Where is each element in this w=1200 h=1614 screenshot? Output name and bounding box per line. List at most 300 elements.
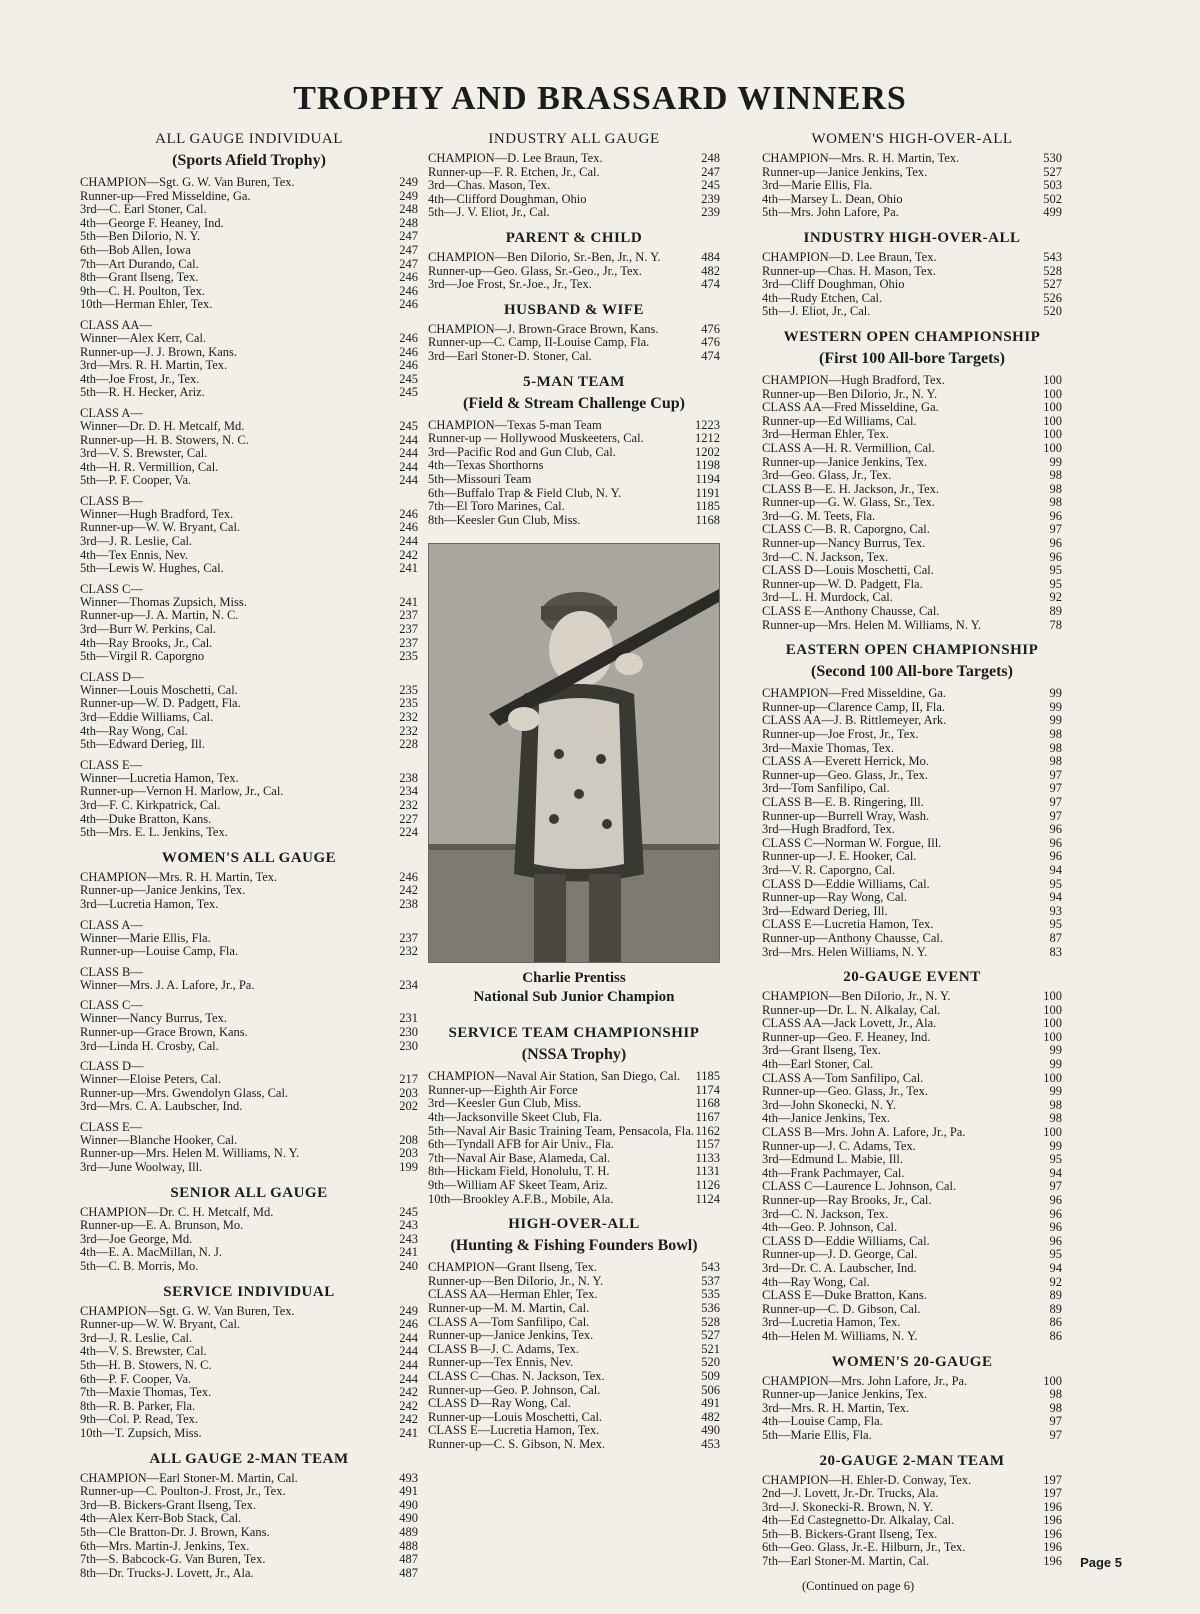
result-name: Runner-up—Anthony Chausse, Cal.	[762, 931, 943, 945]
result-name: Runner-up—Dr. L. N. Alkalay, Cal.	[762, 1003, 941, 1017]
result-score: 490	[399, 1497, 418, 1512]
result-score: 94	[1049, 1260, 1062, 1275]
result-row	[762, 1085, 1062, 1099]
result-row	[762, 388, 1062, 402]
result-name: CHAMPION—Mrs. R. H. Martin, Tex.	[762, 152, 960, 165]
result-name: 5th—Mrs. John Lafore, Pa.	[762, 206, 899, 220]
result-row	[80, 244, 418, 258]
result-row	[80, 562, 418, 576]
result-score: 520	[1043, 304, 1062, 319]
result-score: 99	[1049, 1043, 1062, 1058]
result-name: 6th—Buffalo Trap & Field Club, N. Y.	[428, 486, 622, 500]
results-group	[80, 318, 418, 400]
result-score: 241	[399, 561, 418, 576]
result-name: 3rd—June Woolway, Ill.	[80, 1161, 203, 1175]
result-name: CLASS A—H. R. Vermillion, Cal.	[762, 441, 935, 455]
result-row	[80, 521, 418, 535]
result-score: 536	[701, 1301, 720, 1315]
result-row	[80, 203, 418, 217]
result-row	[428, 166, 720, 180]
result-row	[762, 769, 1062, 783]
result-name: Runner-up—J. D. George, Cal.	[762, 1248, 918, 1262]
result-name: 6th—P. F. Cooper, Va.	[80, 1372, 192, 1386]
result-score: 246	[399, 330, 418, 345]
result-row	[762, 1180, 1062, 1194]
result-score: 227	[399, 811, 418, 826]
result-name: 4th—Marsey L. Dean, Ohio	[762, 192, 903, 206]
result-row	[80, 1540, 418, 1554]
result-score: 528	[1043, 263, 1062, 278]
result-name: 3rd—Mrs. Helen Williams, N. Y.	[762, 945, 928, 959]
result-name: Winner—Mrs. J. A. Lafore, Jr., Pa.	[80, 978, 255, 992]
result-score: 241	[399, 1245, 418, 1260]
result-score: 244	[399, 459, 418, 474]
result-row	[80, 772, 418, 786]
result-name: Runner-up—Burrell Wray, Wash.	[762, 809, 930, 823]
result-row	[762, 946, 1062, 960]
result-row	[80, 1206, 418, 1220]
result-score: 197	[1043, 1486, 1062, 1501]
result-name: 10th—Brookley A.F.B., Mobile, Ala.	[428, 1192, 614, 1206]
result-score: 1185	[695, 499, 720, 514]
result-name: Runner-up—Mrs. Helen M. Williams, N. Y.	[762, 618, 982, 632]
result-score: 246	[399, 1317, 418, 1332]
result-name: 5th—H. B. Stowers, N. C.	[80, 1359, 212, 1372]
result-name: Runner-up—Joe Frost, Jr., Tex.	[762, 728, 919, 741]
result-score: 94	[1049, 890, 1062, 905]
class-label: CLASS B—	[80, 493, 143, 508]
result-score: 245	[399, 385, 418, 400]
result-row	[428, 1179, 720, 1193]
result-score: 249	[399, 1303, 418, 1318]
result-score: 100	[1043, 427, 1062, 442]
result-row	[762, 1276, 1062, 1290]
section-subtitle: (Field & Stream Challenge Cup)	[463, 394, 685, 412]
result-score: 1194	[695, 471, 720, 486]
result-row	[80, 785, 418, 799]
result-score: 241	[399, 594, 418, 609]
result-score: 245	[399, 1204, 418, 1219]
result-name: 3rd—Edmund L. Mabie, Ill.	[762, 1153, 903, 1167]
result-score: 1168	[695, 512, 720, 527]
result-row	[80, 298, 418, 312]
result-row	[80, 285, 418, 299]
result-row	[762, 591, 1062, 605]
result-row	[80, 725, 418, 739]
result-score: 243	[399, 1218, 418, 1233]
result-row	[80, 1087, 418, 1101]
result-score: 98	[1049, 481, 1062, 496]
class-label: CLASS E—	[80, 1119, 143, 1134]
results-group	[762, 687, 1062, 959]
results-section	[428, 1216, 720, 1451]
result-name: CLASS B—E. B. Ringering, Ill.	[762, 795, 924, 809]
result-name: Winner—Hugh Bradford, Tex.	[80, 507, 234, 521]
result-row	[762, 990, 1062, 1004]
result-score: 97	[1049, 1427, 1062, 1442]
result-name: 5th—Virgil R. Caporgno	[80, 650, 205, 664]
result-row	[80, 373, 418, 387]
result-row	[80, 420, 418, 434]
result-row	[762, 1235, 1062, 1249]
result-score: 242	[399, 1398, 418, 1413]
result-name: Runner-up—Eighth Air Force	[428, 1083, 578, 1097]
result-score: 244	[399, 473, 418, 488]
result-row	[762, 1262, 1062, 1276]
results-section	[428, 374, 720, 528]
result-score: 97	[1049, 767, 1062, 782]
result-name: Winner—Louis Moschetti, Cal.	[80, 683, 238, 697]
result-score: 241	[399, 1425, 418, 1440]
result-name: CHAMPION—Sgt. G. W. Van Buren, Tex.	[80, 1304, 295, 1318]
result-row	[428, 152, 720, 166]
result-name: CLASS E—Lucretia Hamon, Tex.	[762, 918, 934, 932]
section-title: PARENT & CHILD	[505, 229, 643, 246]
result-row	[762, 810, 1062, 824]
result-name: 4th—Jacksonville Skeet Club, Fla.	[428, 1111, 602, 1125]
result-score: 535	[701, 1287, 720, 1302]
result-row	[428, 179, 720, 193]
result-name: CHAMPION—Ben DiIorio, Sr.-Ben, Jr., N. Y.	[428, 250, 661, 264]
result-score: 490	[701, 1423, 720, 1438]
result-name: CLASS E—Duke Bratton, Kans.	[762, 1289, 927, 1303]
section-title: SERVICE TEAM CHAMPIONSHIP	[448, 1025, 700, 1042]
section-subtitle: (Sports Afield Trophy)	[172, 152, 326, 169]
result-score: 98	[1049, 754, 1062, 769]
result-name: 3rd—Linda H. Crosby, Cal.	[80, 1039, 219, 1053]
results-group	[80, 758, 418, 840]
result-name: Runner-up—F. R. Etchen, Jr., Cal.	[428, 165, 600, 179]
column-right	[762, 131, 1062, 1593]
result-score: 228	[399, 737, 418, 752]
result-score: 203	[399, 1146, 418, 1161]
result-score: 248	[399, 202, 418, 217]
result-score: 487	[399, 1565, 418, 1580]
result-row	[80, 1161, 418, 1175]
result-score: 95	[1049, 876, 1062, 891]
result-name: Runner-up—Ben DiIorio, Jr., N. Y.	[428, 1274, 604, 1288]
results-group	[80, 582, 418, 664]
result-name: CHAMPION—Fred Misseldine, Ga.	[762, 687, 947, 701]
result-name: Runner-up—Nancy Burrus, Tex.	[762, 537, 926, 551]
result-row	[762, 278, 1062, 292]
result-name: CLASS A—Tom Sanfilipo, Cal.	[428, 1315, 590, 1329]
results-group	[762, 990, 1062, 1343]
result-row	[762, 578, 1062, 592]
result-name: 3rd—Edward Derieg, Ill.	[762, 904, 888, 918]
result-score: 232	[399, 710, 418, 724]
result-name: CLASS B—Mrs. John A. Lafore, Jr., Pa.	[762, 1126, 966, 1140]
result-name: 8th—Grant Ilseng, Tex.	[80, 271, 199, 285]
result-score: 89	[1049, 1288, 1062, 1303]
section-title: WOMEN'S HIGH-OVER-ALL	[811, 131, 1013, 147]
result-row	[428, 1070, 720, 1084]
result-name: Runner-up—Ben DiIorio, Jr., N. Y.	[762, 387, 938, 401]
result-row	[762, 265, 1062, 279]
result-name: 8th—Hickam Field, Honolulu, T. H.	[428, 1165, 610, 1179]
results-section	[762, 1354, 1062, 1443]
result-score: 98	[1049, 495, 1062, 510]
result-name: Winner—Eloise Peters, Cal.	[80, 1073, 222, 1087]
result-row	[762, 1194, 1062, 1208]
result-score: 244	[399, 1344, 418, 1359]
result-score: 503	[1043, 178, 1062, 193]
result-row	[80, 871, 418, 885]
result-score: 453	[701, 1436, 720, 1451]
result-score: 244	[399, 432, 418, 447]
results-group	[762, 251, 1062, 319]
result-name: CLASS D—Ray Wong, Cal.	[428, 1397, 571, 1411]
results-section	[428, 131, 720, 220]
result-score: 95	[1049, 1247, 1062, 1262]
result-score: 238	[399, 896, 418, 911]
result-row	[80, 1260, 418, 1274]
results-section	[80, 1451, 418, 1581]
result-name: CLASS E—Anthony Chausse, Cal.	[762, 605, 940, 619]
result-score: 248	[701, 151, 720, 165]
result-row	[80, 447, 418, 461]
result-row	[80, 1427, 418, 1441]
result-score: 244	[399, 446, 418, 461]
result-name: 9th—C. H. Poulton, Tex.	[80, 284, 205, 298]
column-left	[80, 131, 418, 1590]
result-name: Winner—Marie Ellis, Fla.	[80, 931, 211, 945]
results-group	[428, 1261, 720, 1451]
result-row	[428, 487, 720, 501]
result-score: 100	[1043, 1070, 1062, 1085]
result-score: 96	[1049, 536, 1062, 551]
result-row	[80, 1413, 418, 1427]
result-score: 243	[399, 1231, 418, 1246]
result-row	[428, 1138, 720, 1152]
results-group	[80, 965, 418, 993]
result-name: 3rd—J. R. Leslie, Cal.	[80, 1331, 193, 1345]
section-title: HIGH-OVER-ALL	[508, 1216, 640, 1233]
results-group	[80, 406, 418, 488]
result-name: CLASS AA—Herman Ehler, Tex.	[428, 1288, 598, 1302]
result-score: 237	[399, 608, 418, 623]
result-score: 521	[701, 1341, 720, 1356]
result-score: 230	[399, 1024, 418, 1039]
result-name: Runner-up—J. C. Adams, Tex.	[762, 1139, 916, 1153]
result-name: Runner-up—Fred Misseldine, Ga.	[80, 189, 251, 203]
page-number: Page 5	[1080, 1555, 1122, 1570]
result-name: 3rd—John Skonecki, N. Y.	[762, 1098, 897, 1112]
result-score: 484	[701, 249, 720, 264]
result-row	[80, 1386, 418, 1400]
result-name: 4th—Tex Ennis, Nev.	[80, 548, 189, 562]
result-score: 234	[399, 977, 418, 992]
result-name: 3rd—Eddie Williams, Cal.	[80, 711, 214, 724]
results-section	[762, 131, 1062, 220]
result-row	[80, 190, 418, 204]
result-row	[428, 1316, 720, 1330]
result-row	[762, 1514, 1062, 1528]
section-title: WOMEN'S 20-GAUGE	[831, 1353, 993, 1370]
result-name: 3rd—Herman Ehler, Tex.	[762, 428, 889, 442]
result-score: 242	[399, 547, 418, 562]
result-row	[80, 1526, 418, 1540]
caption-name: Charlie Prentiss	[522, 970, 626, 987]
result-row	[762, 1474, 1062, 1488]
photo-charlie-prentiss	[428, 543, 720, 963]
result-score: 196	[1043, 1540, 1062, 1555]
result-row	[762, 206, 1062, 220]
result-row	[80, 1073, 418, 1087]
results-group	[762, 1474, 1062, 1569]
result-name: Runner-up—Grace Brown, Kans.	[80, 1025, 248, 1039]
result-name: 6th—Mrs. Martin-J. Jenkins, Tex.	[80, 1539, 250, 1553]
result-row	[762, 796, 1062, 810]
result-name: 5th—R. H. Hecker, Ariz.	[80, 386, 205, 400]
result-row	[428, 1302, 720, 1316]
result-name: 7th—Earl Stoner-M. Martin, Cal.	[762, 1555, 930, 1569]
result-row	[428, 1438, 720, 1452]
result-row	[762, 1541, 1062, 1555]
result-row	[762, 510, 1062, 524]
result-name: 3rd—Tom Sanfilipo, Cal.	[762, 782, 890, 796]
class-label: CLASS A—	[80, 405, 143, 420]
result-name: Runner-up—G. W. Glass, Sr., Tex.	[762, 496, 935, 510]
result-row	[80, 932, 418, 946]
result-score: 238	[399, 770, 418, 785]
result-name: Runner-up—W. W. Bryant, Cal.	[80, 521, 241, 535]
result-row	[762, 905, 1062, 919]
result-name: 4th—Ray Wong, Cal.	[762, 1275, 870, 1289]
result-score: 491	[399, 1484, 418, 1499]
result-name: 5th—Ben DiIorio, N. Y.	[80, 230, 201, 244]
result-score: 98	[1049, 1387, 1062, 1402]
result-row	[762, 251, 1062, 265]
result-name: 5th—J. Eliot, Jr., Cal.	[762, 305, 871, 319]
result-score: 230	[399, 1038, 418, 1053]
result-score: 100	[1043, 386, 1062, 401]
result-score: 99	[1049, 454, 1062, 469]
result-row	[762, 1153, 1062, 1167]
result-score: 100	[1043, 413, 1062, 428]
result-name: CHAMPION—Mrs. John Lafore, Jr., Pa.	[762, 1374, 968, 1388]
result-score: 244	[399, 1358, 418, 1372]
result-score: 499	[1043, 205, 1062, 220]
result-row	[762, 1528, 1062, 1542]
result-score: 527	[1043, 277, 1062, 292]
result-score: 1198	[695, 458, 720, 473]
result-score: 1131	[695, 1164, 720, 1179]
result-score: 543	[1043, 249, 1062, 264]
result-score: 98	[1049, 1111, 1062, 1126]
result-name: Runner-up—Louise Camp, Fla.	[80, 945, 239, 959]
result-row	[428, 193, 720, 207]
result-row	[80, 1040, 418, 1054]
result-row	[80, 535, 418, 549]
results-group	[762, 152, 1062, 220]
result-score: 224	[399, 825, 418, 840]
result-name: Runner-up—Ed Williams, Cal.	[762, 414, 917, 428]
result-score: 89	[1049, 604, 1062, 619]
result-score: 95	[1049, 1152, 1062, 1167]
result-score: 245	[399, 418, 418, 433]
result-row	[80, 684, 418, 698]
result-name: 6th—Bob Allen, Iowa	[80, 243, 191, 257]
section-title: ALL GAUGE INDIVIDUAL	[155, 131, 343, 147]
result-row	[762, 1289, 1062, 1303]
result-name: Runner-up—Tex Ennis, Nev.	[428, 1356, 574, 1370]
result-name: Runner-up—C. Camp, II-Louise Camp, Fla.	[428, 336, 650, 350]
result-name: 3rd—J. R. Leslie, Cal.	[80, 535, 193, 549]
result-score: 237	[399, 635, 418, 650]
result-score: 96	[1049, 1206, 1062, 1221]
results-group	[80, 494, 418, 576]
result-row	[80, 650, 418, 664]
class-label: CLASS A—	[80, 917, 143, 932]
result-row	[762, 469, 1062, 483]
result-score: 100	[1043, 440, 1062, 455]
section-title: SERVICE INDIVIDUAL	[163, 1283, 335, 1300]
result-score: 96	[1049, 1233, 1062, 1248]
results-section	[80, 1284, 418, 1441]
result-score: 1167	[695, 1110, 720, 1125]
result-row	[80, 461, 418, 475]
result-name: CLASS A—Tom Sanfilipo, Cal.	[762, 1071, 924, 1085]
result-name: CHAMPION—Mrs. R. H. Martin, Tex.	[80, 870, 278, 884]
results-group	[428, 419, 720, 528]
result-name: 9th—William AF Skeet Team, Ariz.	[428, 1179, 608, 1193]
result-row	[80, 1373, 418, 1387]
result-row	[428, 265, 720, 279]
result-row	[762, 483, 1062, 497]
result-row	[762, 551, 1062, 565]
result-name: 5th—P. F. Cooper, Va.	[80, 474, 192, 488]
result-name: 4th—Ed Castegnetto-Dr. Alkalay, Cal.	[762, 1514, 955, 1528]
section-title: ALL GAUGE 2-MAN TEAM	[149, 1450, 349, 1467]
result-row	[762, 374, 1062, 388]
result-row	[80, 697, 418, 711]
result-row	[428, 1329, 720, 1343]
result-name: 3rd—Hugh Bradford, Tex.	[762, 823, 895, 837]
result-name: 6th—Geo. Glass, Jr.-E. Hilburn, Jr., Tex.	[762, 1541, 966, 1555]
result-row	[762, 152, 1062, 166]
result-score: 476	[701, 321, 720, 336]
result-name: Runner-up—Janice Jenkins, Tex.	[762, 455, 928, 469]
result-score: 95	[1049, 563, 1062, 578]
result-name: 5th—C. B. Morris, Mo.	[80, 1260, 199, 1274]
result-name: Runner-up—Ray Wong, Cal.	[762, 891, 908, 905]
result-name: Runner-up—Mrs. Helen M. Williams, N. Y.	[80, 1147, 300, 1161]
result-score: 97	[1049, 808, 1062, 823]
result-name: CLASS A—Everett Herrick, Mo.	[762, 755, 929, 769]
result-name: 3rd—Maxie Thomas, Tex.	[762, 741, 894, 755]
result-score: 245	[399, 371, 418, 386]
result-row	[762, 1303, 1062, 1317]
boy-with-shotgun-photo	[429, 544, 719, 962]
result-score: 100	[1043, 1029, 1062, 1044]
result-row	[80, 1305, 418, 1319]
result-row	[762, 687, 1062, 701]
result-row	[80, 1318, 418, 1332]
result-name: 7th—Maxie Thomas, Tex.	[80, 1386, 212, 1400]
result-score: 1126	[695, 1178, 720, 1193]
result-name: CLASS C—Norman W. Forgue, Ill.	[762, 836, 942, 850]
result-score: 96	[1049, 1193, 1062, 1207]
result-row	[80, 176, 418, 190]
result-score: 100	[1043, 1125, 1062, 1140]
result-row	[762, 1221, 1062, 1235]
result-score: 1133	[695, 1150, 720, 1165]
result-score: 99	[1049, 713, 1062, 728]
result-score: 231	[399, 1011, 418, 1026]
result-name: Runner-up—W. D. Padgett, Fla.	[80, 697, 241, 711]
result-name: Runner-up—C. Poulton-J. Frost, Jr., Tex.	[80, 1485, 286, 1499]
